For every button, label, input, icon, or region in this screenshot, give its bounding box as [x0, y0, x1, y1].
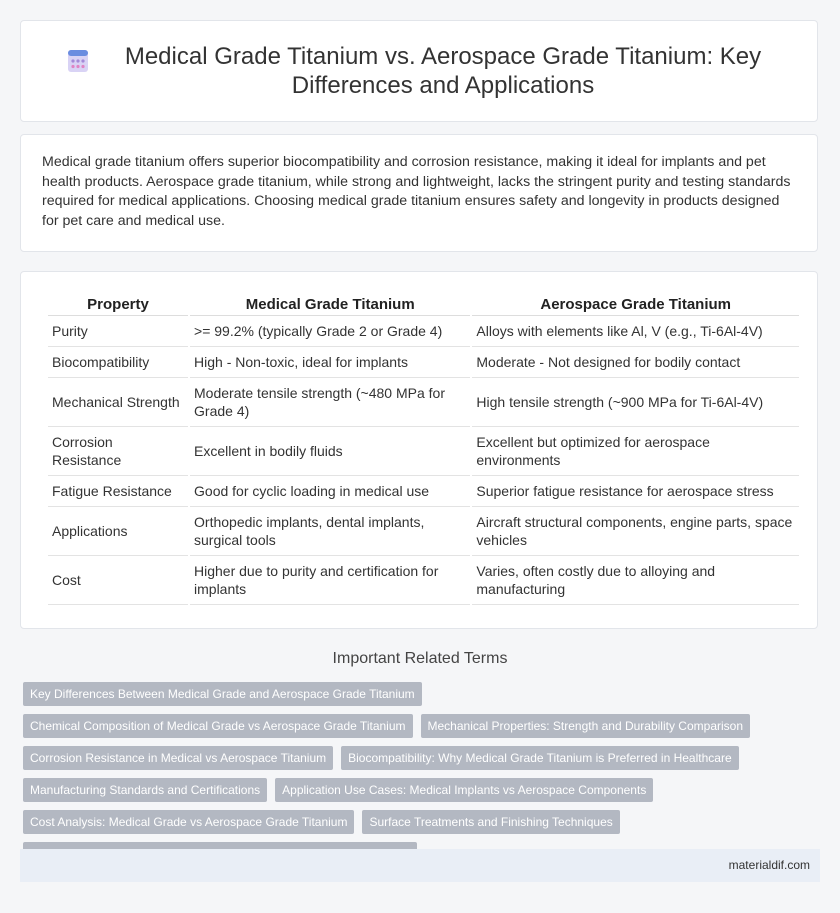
property-cell: Purity [48, 316, 188, 347]
medical-cell: Moderate tensile strength (~480 MPa for Grade 4) [190, 378, 470, 427]
aerospace-cell: Alloys with elements like Al, V (e.g., Ti-6Al-4V) [472, 316, 799, 347]
intro-card [20, 134, 818, 252]
related-term-link[interactable]: Corrosion Resistance in Medical vs Aerospace Titanium [23, 746, 333, 770]
table-row [48, 556, 799, 605]
table-row [48, 347, 799, 378]
document-icon [65, 48, 91, 74]
property-cell: Mechanical Strength [48, 378, 188, 427]
related-term-link[interactable]: Biocompatibility: Why Medical Grade Titanium is Preferred in Healthcare [341, 746, 738, 770]
property-cell: Applications [48, 507, 188, 556]
related-terms-list [23, 682, 823, 874]
column-header-property: Property [48, 292, 188, 316]
related-term-link[interactable]: Application Use Cases: Medical Implants vs Aerospace Components [275, 778, 653, 802]
page-title: Medical Grade Titanium vs. Aerospace Grade Titanium: Key Differences and Applications [124, 43, 762, 99]
footer-site-link[interactable]: materialdif.com [728, 858, 810, 872]
medical-cell: Good for cyclic loading in medical use [190, 476, 470, 507]
table-row [48, 378, 799, 427]
related-term-link[interactable]: Cost Analysis: Medical Grade vs Aerospace Grade Titanium [23, 810, 354, 834]
aerospace-cell: Aircraft structural components, engine parts, space vehicles [472, 507, 799, 556]
medical-cell: >= 99.2% (typically Grade 2 or Grade 4) [190, 316, 470, 347]
property-cell: Biocompatibility [48, 347, 188, 378]
comparison-table [46, 292, 801, 605]
column-header-medical: Medical Grade Titanium [190, 292, 470, 316]
footer [20, 849, 820, 882]
property-cell: Cost [48, 556, 188, 605]
header-card [20, 20, 818, 122]
comparison-table-card [20, 271, 818, 629]
medical-cell: Orthopedic implants, dental implants, surgical tools [190, 507, 470, 556]
table-row [48, 427, 799, 476]
medical-cell: Excellent in bodily fluids [190, 427, 470, 476]
aerospace-cell: Excellent but optimized for aerospace environments [472, 427, 799, 476]
table-header-row [48, 292, 799, 316]
medical-cell: Higher due to purity and certification for implants [190, 556, 470, 605]
table-row [48, 507, 799, 556]
table-row [48, 476, 799, 507]
property-cell: Corrosion Resistance [48, 427, 188, 476]
related-terms-heading: Important Related Terms [332, 650, 508, 667]
related-term-link[interactable]: Surface Treatments and Finishing Techniques [362, 810, 619, 834]
aerospace-cell: Varies, often costly due to alloying and manufacturing [472, 556, 799, 605]
aerospace-cell: High tensile strength (~900 MPa for Ti-6Al-4V) [472, 378, 799, 427]
aerospace-cell: Superior fatigue resistance for aerospace stress [472, 476, 799, 507]
column-header-aerospace: Aerospace Grade Titanium [472, 292, 799, 316]
related-term-link[interactable]: Chemical Composition of Medical Grade vs Aerospace Grade Titanium [23, 714, 413, 738]
related-term-link[interactable]: Manufacturing Standards and Certifications [23, 778, 267, 802]
property-cell: Fatigue Resistance [48, 476, 188, 507]
intro-text: Medical grade titanium offers superior biocompatibility and corrosion resistance, making it ideal for implants and pet health products. Aerospace grade titanium, while strong and lightweight, lacks the stringent purity and testing standards required for medical applications. Choosing medical grade titanium ensures safety and longevity in products designed for pet care and medical use. [42, 154, 791, 229]
aerospace-cell: Moderate - Not designed for bodily contact [472, 347, 799, 378]
related-term-link[interactable]: Key Differences Between Medical Grade and Aerospace Grade Titanium [23, 682, 422, 706]
related-term-link[interactable]: Mechanical Properties: Strength and Durability Comparison [421, 714, 751, 738]
medical-cell: High - Non-toxic, ideal for implants [190, 347, 470, 378]
table-row [48, 316, 799, 347]
